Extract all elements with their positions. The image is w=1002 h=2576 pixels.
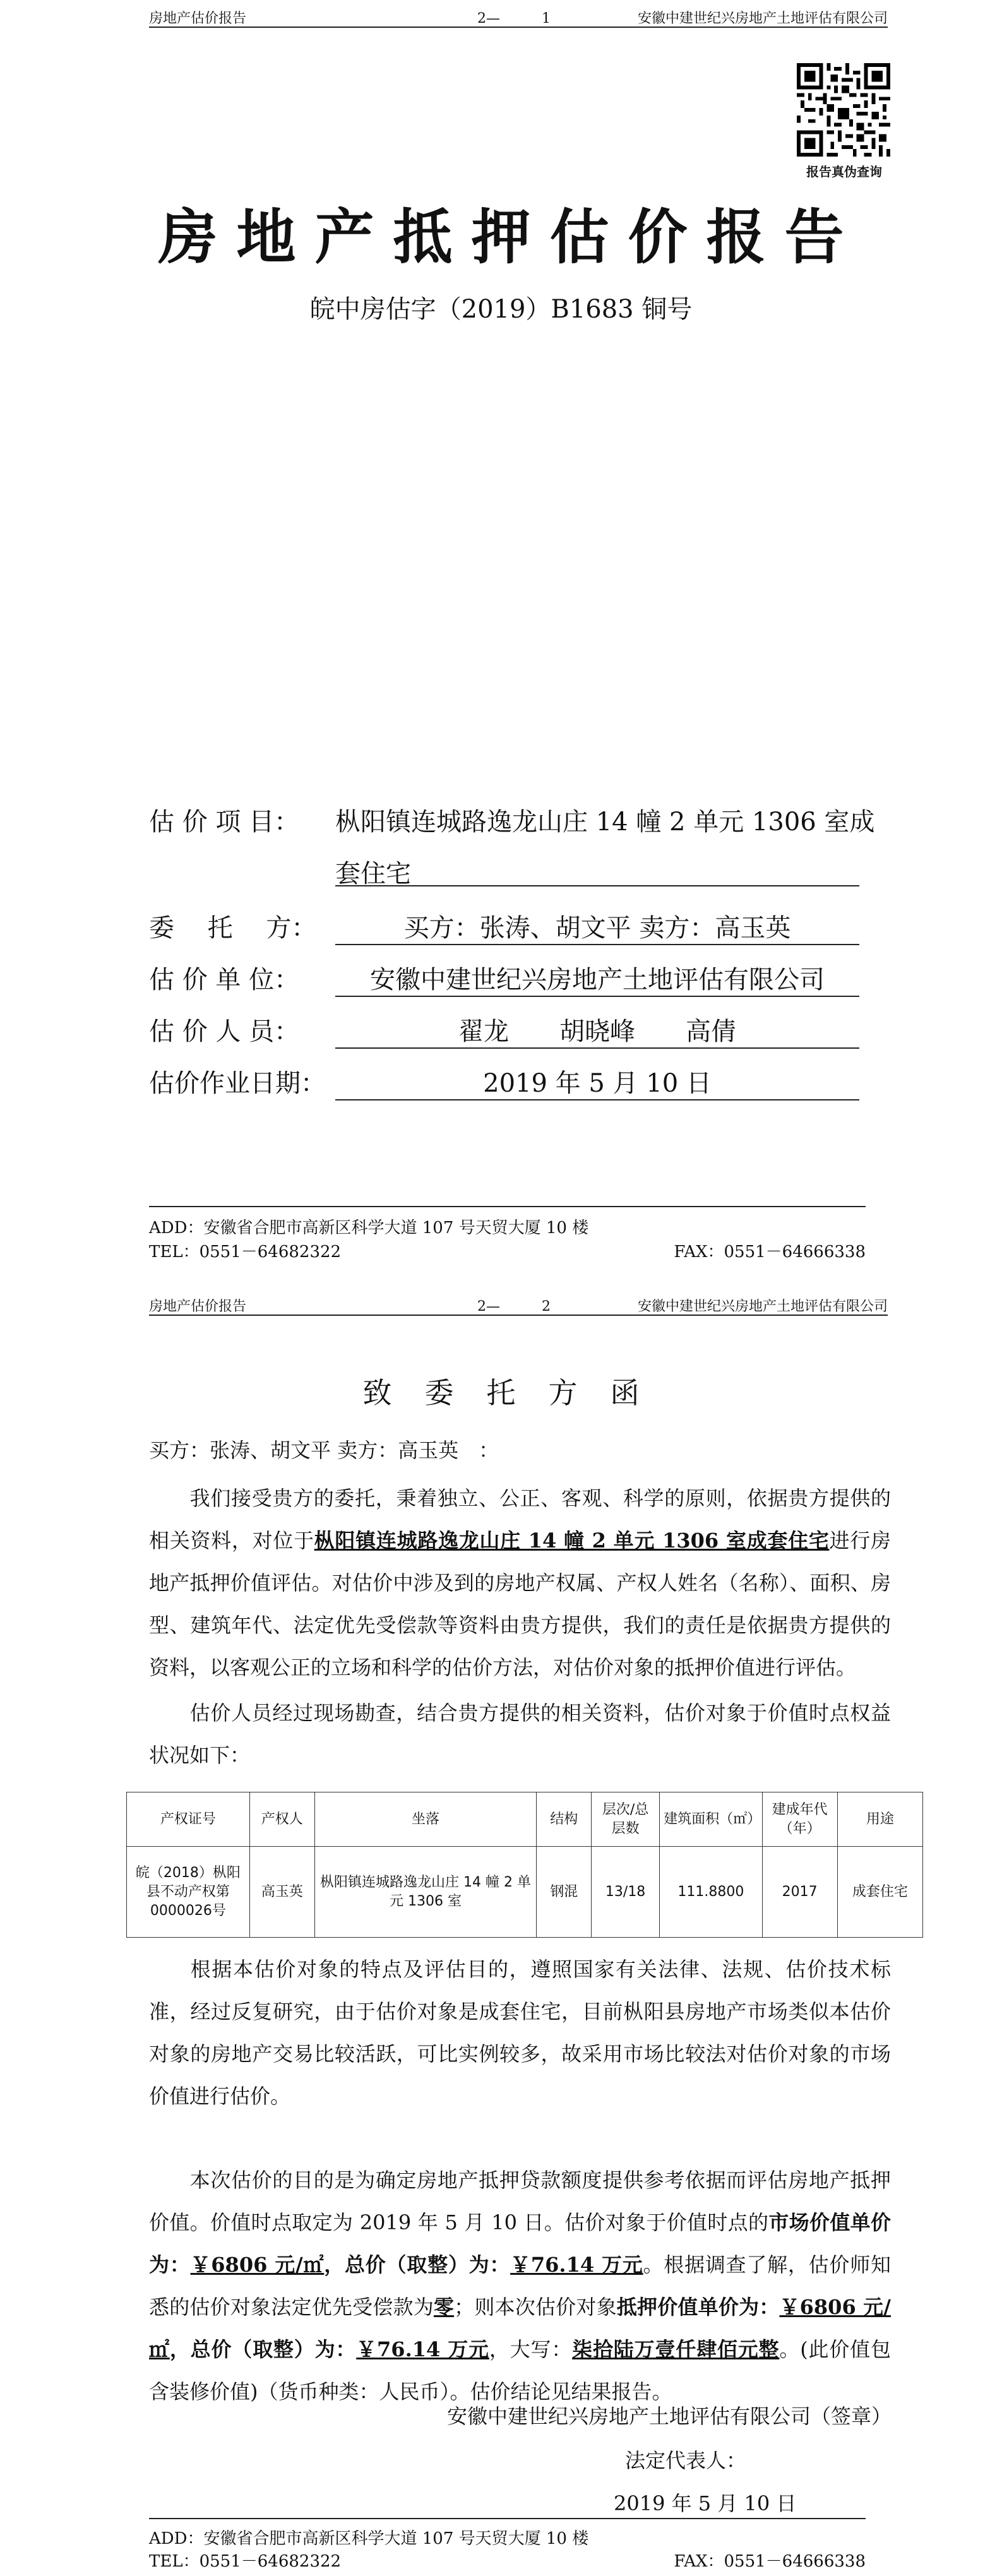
footer-fax: FAX：0551－64666338 [674,2552,866,2571]
client-value: 买方：张涛、胡文平 卖方：高玉英 [335,908,859,945]
header-left: 房地产估价报告 [149,11,247,27]
letter-paragraph-1 [149,1477,891,1689]
table-cell: 成套住宅 [837,1847,922,1938]
staff-label: 估 价 人 员： [149,1017,300,1046]
p2-text: 估价人员经过现场勘查，结合贵方提供的相关资料，估价对象于价值时点权益状况如下： [149,1701,891,1767]
footer-contact [149,2548,866,2572]
table-cell: 111.8800 [660,1847,762,1938]
p4-text-f: 。(此价值包含装修价值)（货币种类：人民币）。估价结论见结果报告。 [149,2337,891,2404]
market-total: ￥76.14 万元 [510,2253,643,2277]
table-header-row [127,1792,923,1847]
market-unit-price: ￥6806 元/㎡ [190,2253,325,2277]
p1-text-a: 我们接受贵方的委托，秉着独立、公正、客观、科学的原则，依据贵方提供的相关资料，对位于 [149,1486,891,1553]
footer-address: ADD：安徽省合肥市高新区科学大道 107 号天贸大厦 10 楼 [149,1219,589,1237]
table-header: 产权证号 [127,1792,250,1847]
table-cell: 13/18 [592,1847,660,1938]
letter-paragraph-2 [149,1692,891,1777]
table-cell: 钢混 [537,1847,592,1938]
signing-company: 安徽中建世纪兴房地产土地评估有限公司（签章） [447,2404,892,2428]
footer-contact [149,1239,866,1262]
property-table [126,1792,923,1938]
letter-page [0,1288,1002,2576]
footer-divider [149,1206,866,1207]
qr-code-icon [797,63,890,157]
property-address: 枞阳镇连城路逸龙山庄 14 幢 2 单元 1306 室成套住宅 [314,1529,830,1553]
mortgage-total: ￥76.14 万元 [356,2337,489,2361]
footer-address: ADD：安徽省合肥市高新区科学大道 107 号天贸大厦 10 楼 [149,2529,589,2548]
client-label: 委 托 方： [149,914,317,943]
table-header: 层次/总层数 [592,1792,660,1847]
table-header: 用途 [837,1792,922,1847]
p4-text-a: 本次估价的目的是为确定房地产抵押贷款额度提供参考依据而评估房地产抵押价值。价值时点取定为 2019 年 5 月 10 日。估价对象于价值时点的 [149,2168,891,2234]
table-header: 坐落 [314,1792,537,1847]
unit-label: 估 价 单 位： [149,965,300,994]
table-header: 建筑面积（㎡） [660,1792,762,1847]
p4-text-d: ；则本次估价对象 [454,2295,617,2319]
p4-text-e: ，大写： [489,2337,573,2361]
mortgage-unit-price: ￥6806 元/㎡ [149,2295,891,2361]
footer-fax: FAX：0551－64666338 [674,1243,866,1261]
qr-caption: 报告真伪查询 [806,164,882,179]
letter-paragraph-4 [149,2159,891,2413]
running-header [149,1291,888,1316]
header-page-number: 2— 2 [477,1299,551,1315]
project-value-line1: 枞阳镇连城路逸龙山庄 14 幢 2 单元 1306 室成 [335,808,875,837]
amount-in-words: 柒拾陆万壹仟肆佰元整 [572,2337,780,2361]
table-header: 结构 [537,1792,592,1847]
date-label: 估价作业日期： [149,1069,326,1098]
table-cell: 高玉英 [249,1847,314,1938]
legal-representative: 法定代表人： [625,2448,747,2472]
header-left: 房地产估价报告 [149,1299,247,1315]
mortgage-unit-label: 抵押价值单价为： [616,2295,780,2319]
project-value-line2: 套住宅 [335,854,859,886]
table-row [127,1847,923,1938]
header-right: 安徽中建世纪兴房地产土地评估有限公司 [637,1299,888,1315]
running-header [149,3,888,28]
letter-paragraph-3 [149,1948,891,2118]
footer-tel: TEL：0551－64682322 [149,1243,342,1261]
mortgage-total-label: ，总价（取整）为： [169,2337,357,2361]
table-header: 建成年代（年） [762,1792,837,1847]
date-value: 2019 年 5 月 10 日 [335,1063,859,1100]
p4-text-c: 。根据调查了解，估价师知悉的估价对象法定优先受偿款为 [149,2253,891,2319]
header-right: 安徽中建世纪兴房地产土地评估有限公司 [637,11,888,27]
market-value-label: 市场价值单价为： [149,2210,891,2277]
p3-text: 根据本估价对象的特点及评估目的，遵照国家有关法律、法规、估价技术标准，经过反复研究，由于估价对象是成套住宅，目前枞阳县房地产市场类似本估价对象的房地产交易比较活跃，可比实例较多，故采用市场比较法对估价对象的市场价值进行估价。 [149,1957,891,2108]
staff-value: 翟龙 胡晓峰 高倩 [335,1011,859,1049]
unit-value: 安徽中建世纪兴房地产土地评估有限公司 [335,960,859,997]
priority-claim: 零 [433,2295,455,2319]
market-total-label: ，总价（取整）为： [324,2253,511,2277]
signing-date: 2019 年 5 月 10 日 [614,2491,797,2515]
project-label: 估 价 项 目： [149,808,300,837]
report-number: 皖中房估字（2019）B1683 铜号 [309,295,693,324]
header-page-number: 2— 1 [477,11,551,27]
letter-addressee: 买方：张涛、胡文平 卖方：高玉英 ： [149,1438,499,1462]
footer-tel: TEL：0551－64682322 [149,2552,342,2571]
table-header: 产权人 [249,1792,314,1847]
table-cell: 皖（2018）枞阳县不动产权第0000026号 [127,1847,250,1938]
footer-divider [149,2518,866,2519]
p1-text-b: 进行房地产抵押价值评估。对估价中涉及到的房地产权属、产权人姓名（名称）、面积、房型、建筑年代、法定优先受偿款等资料由贵方提供，我们的责任是依据贵方提供的资料，以客观公正的立场和科学的估价方法，对估价对象的抵押价值进行评估。 [149,1529,891,1679]
report-title: 房地产抵押估价报告 [158,203,863,272]
letter-title: 致委托方函 [362,1376,672,1410]
table-cell: 枞阳镇连城路逸龙山庄 14 幢 2 单元 1306 室 [314,1847,537,1938]
table-cell: 2017 [762,1847,837,1938]
